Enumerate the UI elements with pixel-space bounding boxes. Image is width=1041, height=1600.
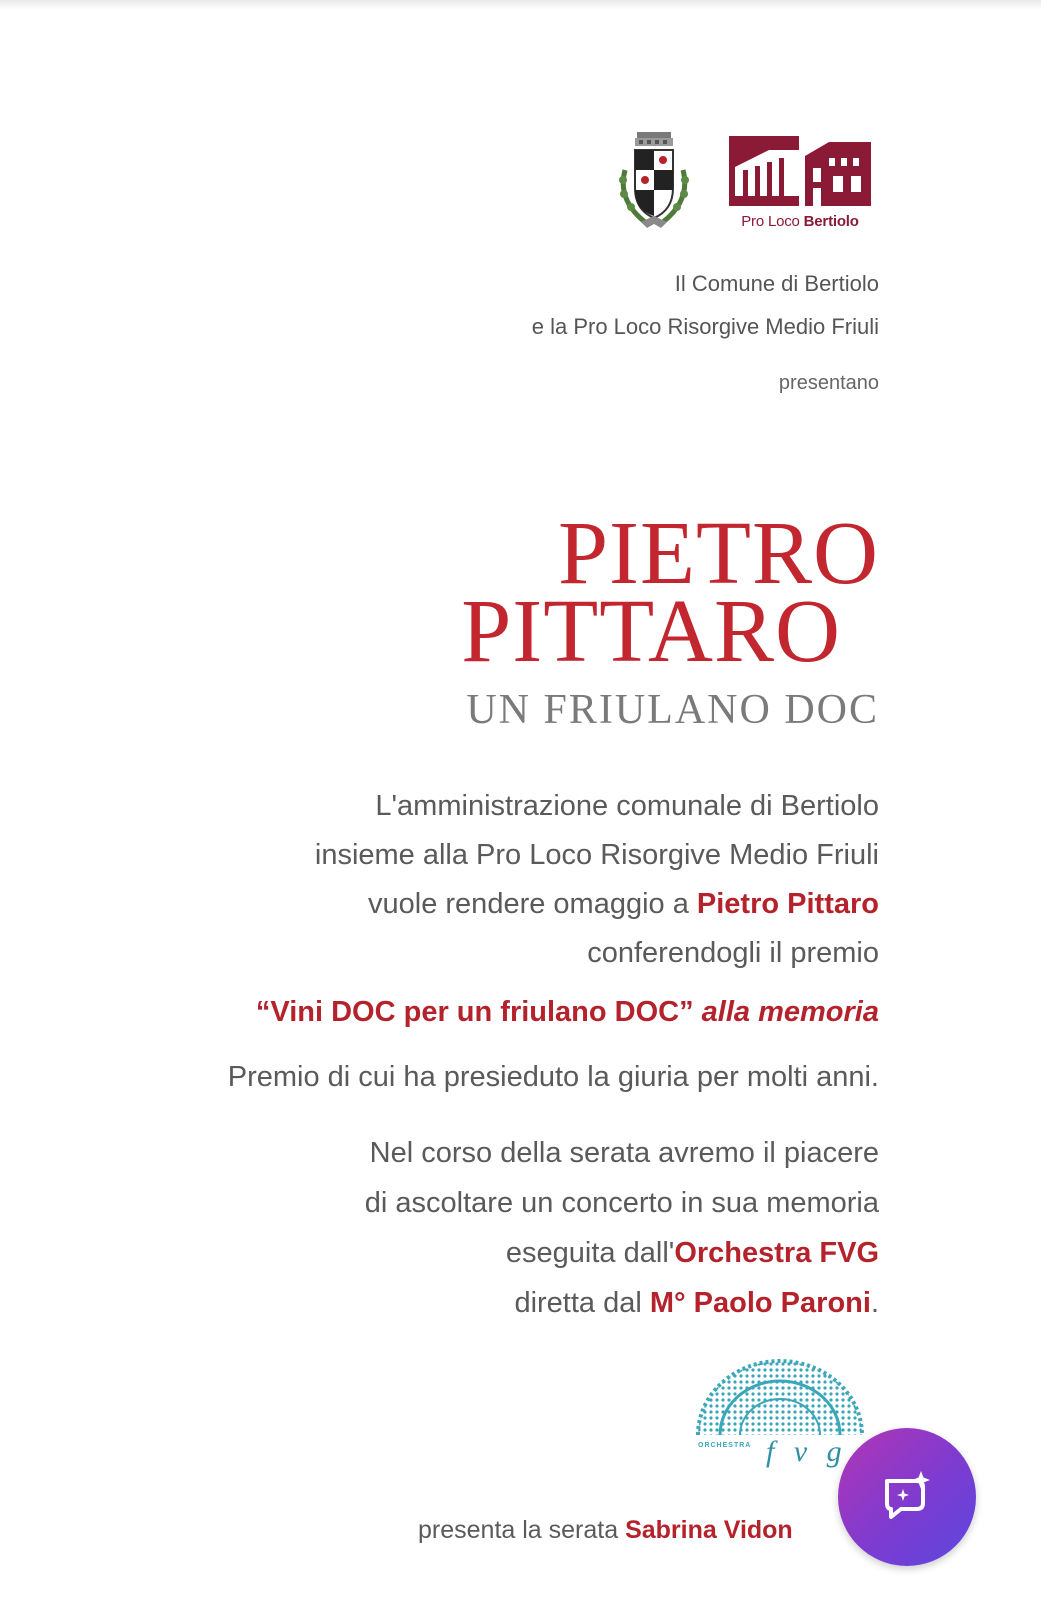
presenters-line-2: e la Pro Loco Risorgive Medio Friuli	[531, 314, 879, 339]
jury-paragraph: Premio di cui ha presieduto la giuria per molti anni.	[227, 1061, 879, 1093]
concert-line-4	[365, 1278, 879, 1328]
intro-line-3-text: vuole rendere omaggio a	[368, 888, 697, 920]
pro-loco-caption-bold: Bertiolo	[803, 213, 859, 230]
title-line-1: PIETRO	[558, 504, 879, 603]
intro-line-1: L'amministrazione comunale di Bertiolo	[375, 790, 879, 822]
sparkle-chat-icon	[877, 1467, 937, 1527]
ai-chat-fab-button[interactable]	[838, 1428, 976, 1566]
header-logos	[615, 130, 871, 230]
concert-line-3	[365, 1228, 879, 1278]
award-title	[256, 996, 879, 1029]
intro-paragraph	[315, 782, 879, 978]
presenters-block	[532, 262, 879, 348]
host-line-text: presenta la serata	[418, 1516, 626, 1544]
presentano-label: presentano	[778, 372, 879, 394]
intro-line-2: insieme alla Pro Loco Risorgive Medio Friuli	[314, 839, 879, 871]
event-subtitle: UN FRIULANO DOC	[466, 687, 879, 733]
orchestra-name: Orchestra FVG	[674, 1237, 879, 1269]
intro-line-4: conferendogli il premio	[587, 937, 879, 969]
host-name: Sabrina Vidon	[625, 1516, 793, 1544]
concert-line-4-text: diretta dal	[514, 1287, 650, 1319]
concert-paragraph	[365, 1128, 879, 1328]
orchestra-logo-label: ORCHESTRA	[698, 1442, 752, 1449]
concert-line-3-text: eseguita dall'	[505, 1237, 675, 1269]
event-title	[461, 504, 879, 681]
award-memoria: alla memoria	[693, 996, 879, 1028]
bertiolo-crest-icon	[615, 130, 693, 230]
conductor-name: M° Paolo Paroni	[649, 1287, 871, 1319]
pro-loco-building-icon	[729, 130, 871, 210]
orchestra-logo-letters: f v g	[766, 1435, 848, 1468]
pro-loco-caption	[729, 213, 871, 230]
top-shadow-bar	[0, 0, 1041, 10]
presenters-line-1: Il Comune di Bertiolo	[674, 271, 879, 296]
concert-line-1: Nel corso della serata avremo il piacere	[369, 1137, 879, 1169]
pro-loco-caption-light: Pro Loco	[741, 213, 800, 230]
intro-line-3	[315, 880, 879, 929]
host-line	[418, 1516, 793, 1545]
orchestra-fvg-logo-icon	[690, 1355, 870, 1475]
honoree-name: Pietro Pittaro	[696, 888, 879, 920]
concert-line-2: di ascoltare un concerto in sua memoria	[364, 1187, 879, 1219]
concert-line-4-period: .	[870, 1287, 879, 1319]
award-name: “Vini DOC per un friulano DOC”	[255, 996, 694, 1028]
title-line-2: PITTARO	[461, 582, 841, 681]
pro-loco-bertiolo-logo	[729, 130, 871, 230]
